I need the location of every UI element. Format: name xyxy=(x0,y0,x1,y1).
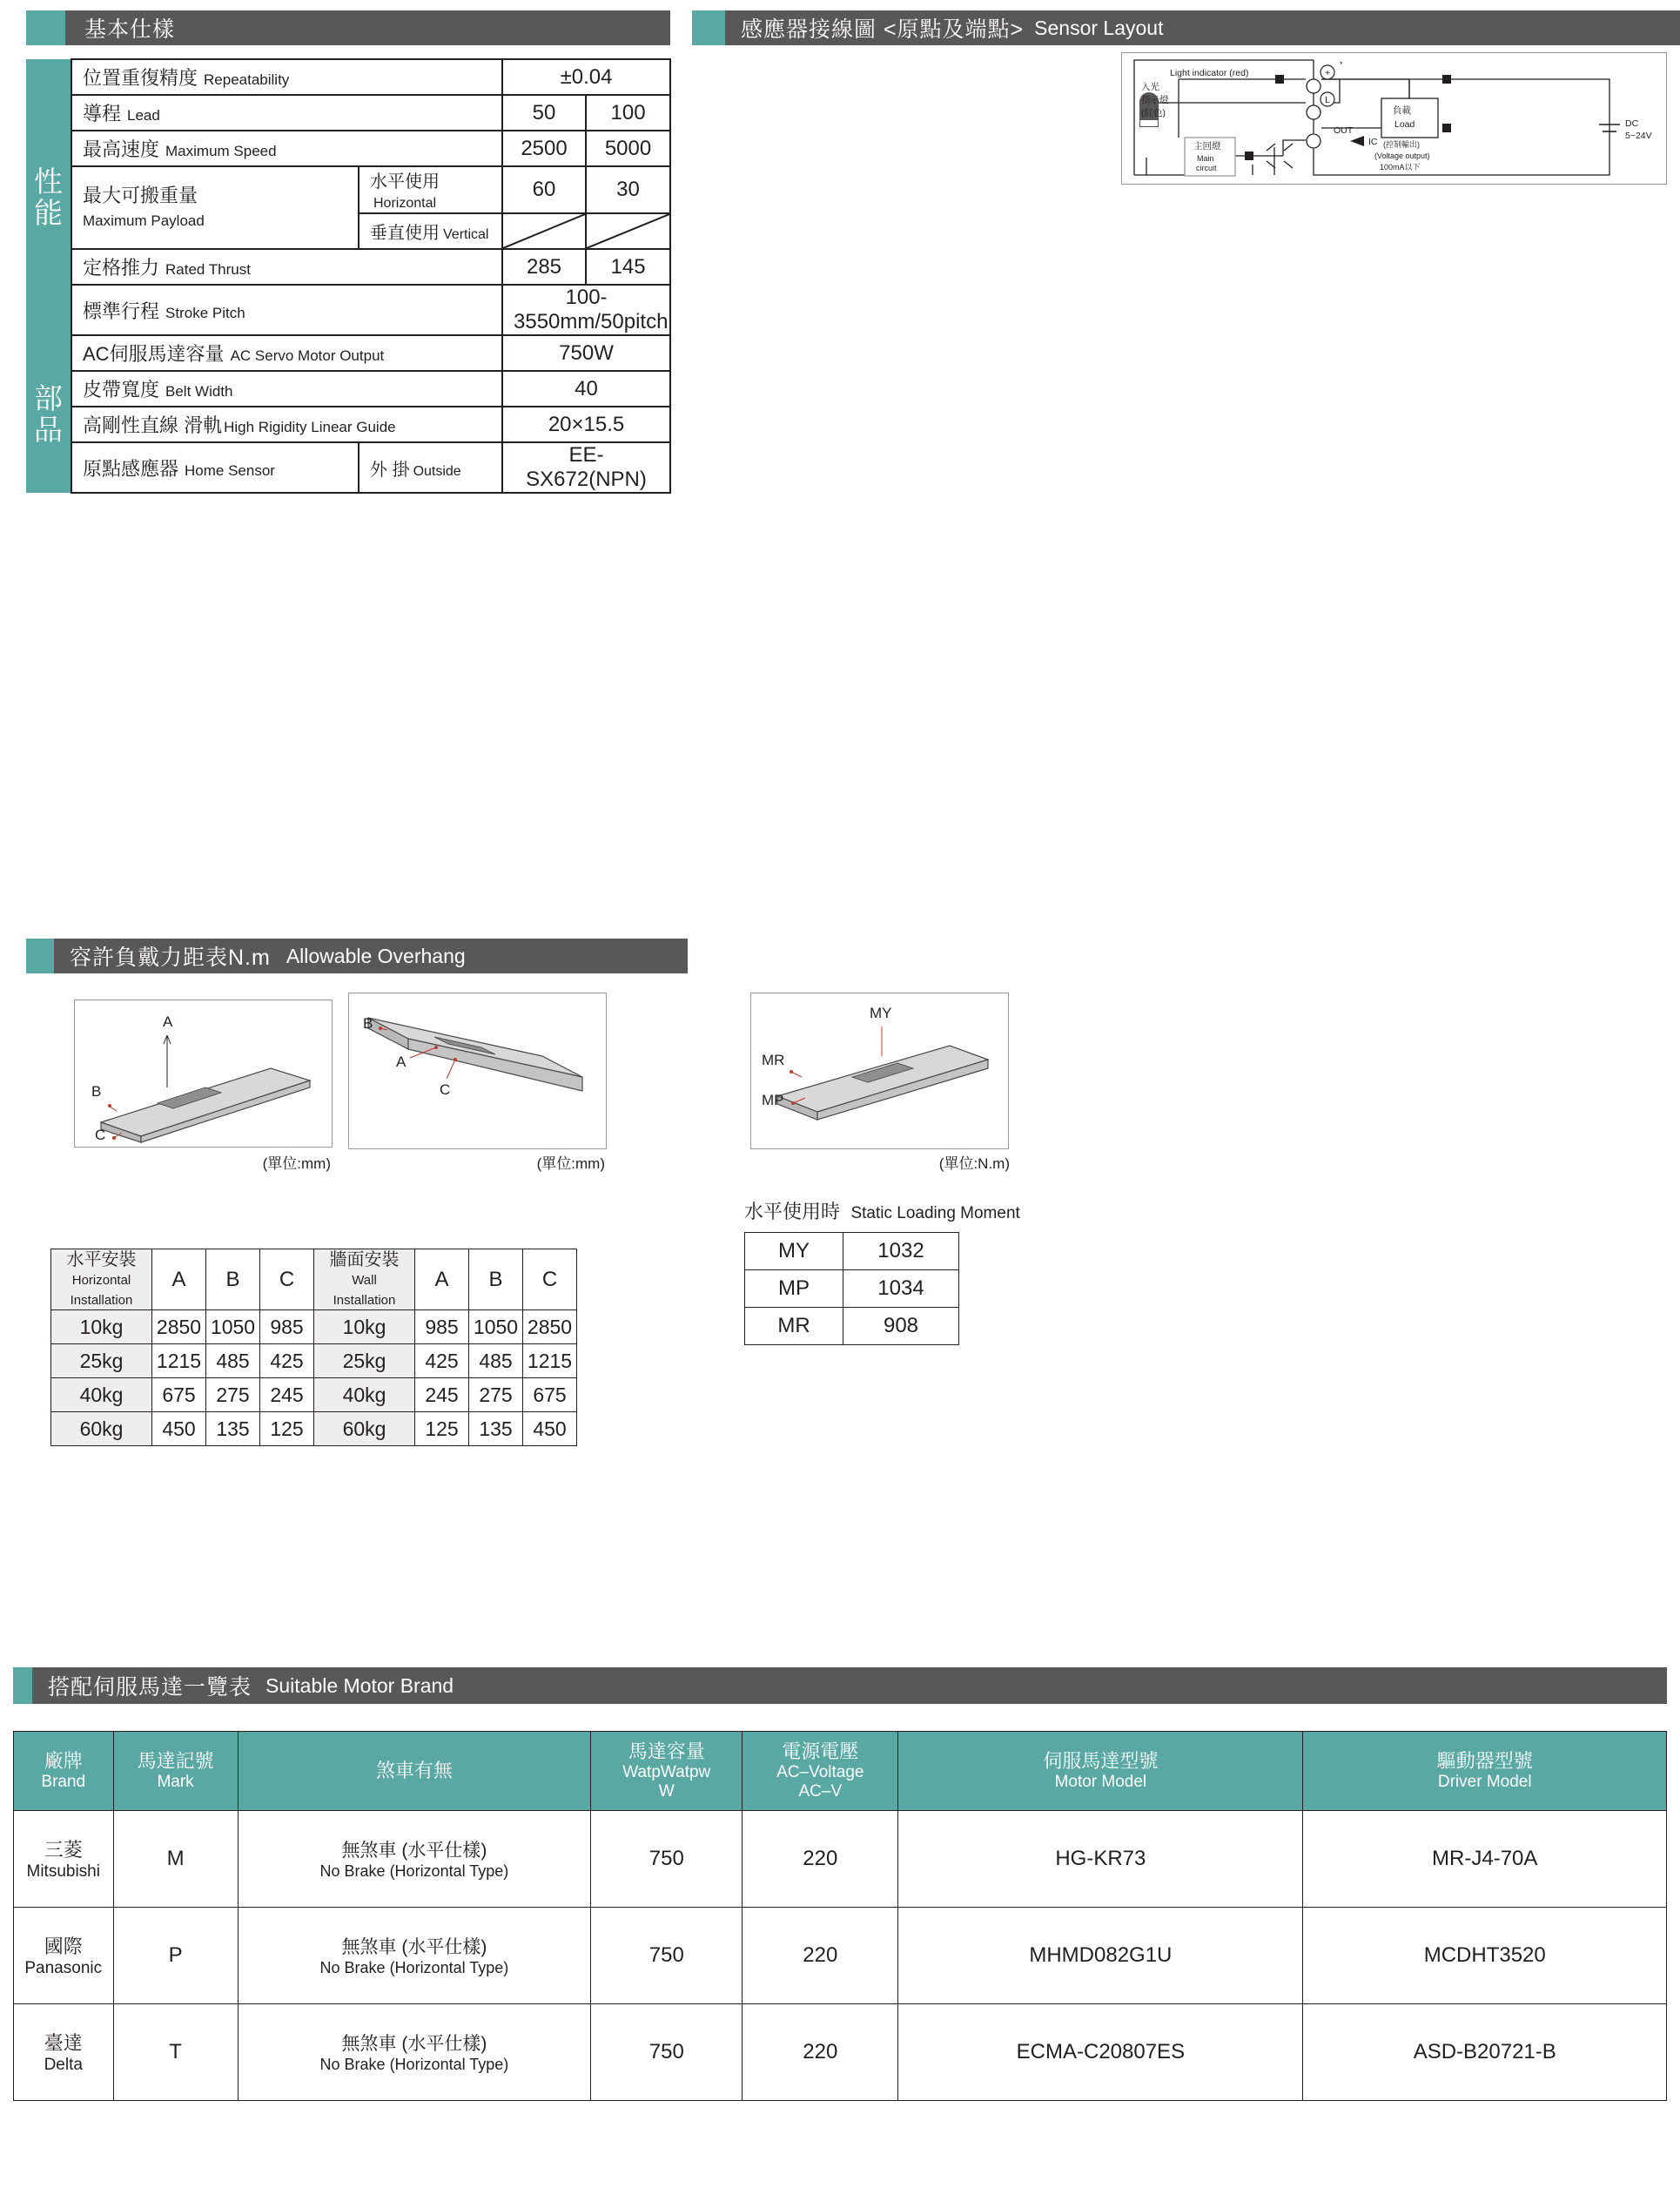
value-maximum-speed-2: 5000 xyxy=(586,131,670,166)
cell-w-60kg-b: 135 xyxy=(469,1412,523,1446)
header-motor-model: 伺服馬達型號 Motor Model xyxy=(898,1732,1303,1811)
cell-brake-delta: 無煞車 (水平仕樣) No Brake (Horizontal Type) xyxy=(238,2003,591,2100)
moment-label-mr: MR xyxy=(762,1052,785,1068)
moment-label-mr: MR xyxy=(745,1308,843,1345)
label-load-zh: 負載 xyxy=(1393,105,1411,116)
label-dc-voltage: 5~24V xyxy=(1625,131,1652,141)
label-in-light-3: (紅色) xyxy=(1141,108,1166,118)
label-main-circuit-en1: Main xyxy=(1197,154,1214,163)
moment-value-my: 1032 xyxy=(843,1233,959,1270)
overhang-figure-3-unit: (單位:N.m) xyxy=(938,1155,1010,1172)
header-mark: 馬達記號 Mark xyxy=(113,1732,238,1811)
cell-motor-model-panasonic: MHMD082G1U xyxy=(898,1907,1303,2003)
cell-h-60kg-b: 135 xyxy=(206,1412,260,1446)
cell-voltage-mitsubishi: 220 xyxy=(743,1810,898,1907)
row-label-repeatability: 位置重復精度 Repeatability xyxy=(71,59,502,95)
value-rated-thrust-1: 285 xyxy=(502,249,586,285)
overhang-figure-wall xyxy=(348,993,607,1149)
motor-brand-table xyxy=(13,1731,1667,2101)
cell-h-40kg-b: 275 xyxy=(206,1378,260,1412)
actuator-illustration-2 xyxy=(349,993,606,1148)
cell-w-10kg-a: 985 xyxy=(415,1310,469,1344)
section-title-motor-brand-en: Suitable Motor Brand xyxy=(265,1673,454,1697)
axis-label-c: C xyxy=(440,1081,451,1098)
cell-h-60kg-a: 450 xyxy=(152,1412,206,1446)
label-control-output-ma: 100mA以下 xyxy=(1380,163,1421,172)
row-label-linear-guide: 高剛性直線 滑軌 High Rigidity Linear Guide xyxy=(71,407,502,442)
cell-w-10kg-c: 2850 xyxy=(523,1310,577,1344)
cell-w-10kg-b: 1050 xyxy=(469,1310,523,1344)
category-parts: 部品 xyxy=(26,335,71,493)
sensor-wiring-diagram xyxy=(1121,52,1667,185)
section-title-overhang-zh: 容許負戴力距表N.m xyxy=(70,946,271,970)
load-label-60kg-h: 60kg xyxy=(51,1412,152,1446)
label-ic: IC xyxy=(1368,137,1378,147)
cell-driver-model-panasonic: MCDHT3520 xyxy=(1303,1907,1667,2003)
overhang-table xyxy=(50,1249,577,1446)
label-asterisk: * xyxy=(1340,60,1343,69)
accent-tab xyxy=(26,939,54,973)
cell-h-10kg-a: 2850 xyxy=(152,1310,206,1344)
cell-h-25kg-c: 425 xyxy=(260,1344,314,1378)
header-col-c-horizontal: C xyxy=(260,1249,314,1310)
table-row xyxy=(745,1270,959,1308)
diagonal-strike-icon xyxy=(587,214,669,248)
section-title-basic-spec: 基本仕樣 xyxy=(84,17,176,42)
section-title-overhang-en: Allowable Overhang xyxy=(286,944,466,967)
value-stroke-pitch: 100-3550mm/50pitch xyxy=(502,285,670,335)
section-header-basic-spec xyxy=(26,10,670,45)
axis-label-b: B xyxy=(363,1015,373,1032)
moment-value-mr: 908 xyxy=(843,1308,959,1345)
cell-driver-model-mitsubishi: MR-J4-70A xyxy=(1303,1810,1667,1907)
axis-label-b: B xyxy=(91,1083,102,1100)
load-label-25kg-w: 25kg xyxy=(314,1344,415,1378)
table-row xyxy=(26,131,670,166)
table-row xyxy=(14,1907,1667,2003)
cell-h-10kg-c: 985 xyxy=(260,1310,314,1344)
header-bar xyxy=(32,1667,1667,1704)
table-row xyxy=(51,1378,577,1412)
overhang-data-tables xyxy=(50,1249,577,1446)
moment-label-my: MY xyxy=(745,1233,843,1270)
cell-watt-delta: 750 xyxy=(591,2003,743,2100)
cell-brand-delta: 臺達 Delta xyxy=(14,2003,114,2100)
header-voltage: 電源電壓 AC–Voltage AC–V xyxy=(743,1732,898,1811)
header-wall-installation: 牆面安裝 Wall Installation xyxy=(314,1249,415,1310)
table-row xyxy=(26,249,670,285)
value-lead-1: 50 xyxy=(502,95,586,131)
table-row xyxy=(26,59,670,95)
value-payload-horizontal-1: 60 xyxy=(502,166,586,213)
row-label-lead: 導程 Lead xyxy=(71,95,502,131)
value-rated-thrust-2: 145 xyxy=(586,249,670,285)
row-label-home-sensor: 原點感應器 Home Sensor xyxy=(71,442,359,493)
table-row xyxy=(51,1310,577,1344)
header-bar xyxy=(54,939,688,973)
table-row xyxy=(745,1233,959,1270)
cell-voltage-delta: 220 xyxy=(743,2003,898,2100)
ic-arrow-icon xyxy=(1350,136,1364,146)
cell-h-60kg-c: 125 xyxy=(260,1412,314,1446)
polarity-symbol-icons xyxy=(1320,65,1334,106)
header-bar xyxy=(725,10,1680,45)
static-loading-moment-table xyxy=(744,1232,959,1345)
diagonal-strike-icon xyxy=(503,214,585,248)
cell-w-40kg-c: 675 xyxy=(523,1378,577,1412)
svg-text:+: + xyxy=(1325,69,1330,78)
basic-spec-table-wrap xyxy=(26,58,670,494)
table-row xyxy=(26,166,670,213)
cell-h-25kg-a: 1215 xyxy=(152,1344,206,1378)
cell-h-40kg-a: 675 xyxy=(152,1378,206,1412)
cell-watt-panasonic: 750 xyxy=(591,1907,743,2003)
value-payload-vertical-1 xyxy=(502,213,586,249)
label-in-light-1: 入光 xyxy=(1141,82,1159,92)
label-load-en: Load xyxy=(1394,119,1415,130)
accent-tab xyxy=(26,10,65,45)
row-label-rated-thrust: 定格推力 Rated Thrust xyxy=(71,249,502,285)
header-col-c-wall: C xyxy=(523,1249,577,1310)
row-label-maximum-payload: 最大可搬重量 Maximum Payload xyxy=(71,166,359,249)
header-brand: 廠牌 Brand xyxy=(14,1732,114,1811)
label-dc: DC xyxy=(1625,118,1639,129)
table-row xyxy=(26,95,670,131)
cell-w-40kg-a: 245 xyxy=(415,1378,469,1412)
header-brake: 煞車有無 xyxy=(238,1732,591,1811)
cell-brand-panasonic: 國際 Panasonic xyxy=(14,1907,114,2003)
value-home-sensor: EE-SX672(NPN) xyxy=(502,442,670,493)
cell-w-25kg-b: 485 xyxy=(469,1344,523,1378)
static-loading-moment-table-wrap xyxy=(744,1232,959,1345)
cell-w-25kg-c: 1215 xyxy=(523,1344,577,1378)
header-horizontal-installation: 水平安裝 Horizontal Installation xyxy=(51,1249,152,1310)
cell-motor-model-mitsubishi: HG-KR73 xyxy=(898,1810,1303,1907)
load-label-40kg-h: 40kg xyxy=(51,1378,152,1412)
value-repeatability: ±0.04 xyxy=(502,59,670,95)
svg-text:L: L xyxy=(1325,96,1330,105)
moment-label-my: MY xyxy=(870,1005,892,1021)
section-title-sensor-layout-zh: 感應器接線圖 <原點及端點> xyxy=(741,17,1025,42)
axis-label-a: A xyxy=(396,1054,407,1070)
header-motor-capacity: 馬達容量 WatpWatpw W xyxy=(591,1732,743,1811)
cell-brake-panasonic: 無煞車 (水平仕樣) No Brake (Horizontal Type) xyxy=(238,1907,591,2003)
header-col-a-horizontal: A xyxy=(152,1249,206,1310)
table-row xyxy=(26,285,670,335)
motor-brand-table-wrap xyxy=(13,1731,1667,2101)
row-sublabel-horizontal: 水平使用Horizontal xyxy=(359,166,502,213)
axis-label-c: C xyxy=(95,1127,106,1143)
cell-w-40kg-b: 275 xyxy=(469,1378,523,1412)
label-control-output-zh: (控制輸出) xyxy=(1383,140,1420,149)
section-header-sensor-layout xyxy=(692,10,1680,45)
table-row xyxy=(26,371,670,407)
actuator-illustration-3 xyxy=(751,993,1008,1148)
value-belt-width: 40 xyxy=(502,371,670,407)
load-label-40kg-w: 40kg xyxy=(314,1378,415,1412)
label-main-circuit-en2: circuit xyxy=(1196,164,1217,172)
label-light-indicator: Light indicator (red) xyxy=(1170,68,1249,78)
header-col-b-wall: B xyxy=(469,1249,523,1310)
row-label-ac-servo-motor-output: AC伺服馬達容量 AC Servo Motor Output xyxy=(71,335,502,371)
axis-label-a: A xyxy=(163,1013,173,1030)
cell-w-60kg-a: 125 xyxy=(415,1412,469,1446)
section-header-motor-brand xyxy=(13,1667,1667,1704)
terminal-circles xyxy=(1307,79,1320,148)
value-payload-horizontal-2: 30 xyxy=(586,166,670,213)
cell-voltage-panasonic: 220 xyxy=(743,1907,898,2003)
category-performance: 性能 xyxy=(26,59,71,335)
moment-label-mp: MP xyxy=(762,1092,784,1108)
actuator-illustration-1 xyxy=(75,1000,332,1147)
table-header-row xyxy=(51,1249,577,1310)
basic-spec-table xyxy=(26,58,671,494)
cell-mark-delta: T xyxy=(113,2003,238,2100)
static-moment-title-en: Static Loading Moment xyxy=(850,1204,1020,1222)
table-row xyxy=(14,2003,1667,2100)
row-label-belt-width: 皮帶寬度 Belt Width xyxy=(71,371,502,407)
moment-label-mp: MP xyxy=(745,1270,843,1308)
overhang-figure-horizontal xyxy=(74,1000,333,1148)
moment-value-mp: 1034 xyxy=(843,1270,959,1308)
label-in-light-2: 指示燈 xyxy=(1141,95,1169,105)
table-row xyxy=(14,1810,1667,1907)
value-lead-2: 100 xyxy=(586,95,670,131)
header-bar xyxy=(65,10,670,45)
row-sublabel-outside: 外 掛 Outside xyxy=(359,442,502,493)
table-row xyxy=(26,407,670,442)
overhang-figure-1-unit: (單位:mm) xyxy=(262,1155,331,1172)
row-label-maximum-speed: 最高速度 Maximum Speed xyxy=(71,131,502,166)
cell-brand-mitsubishi: 三菱 Mitsubishi xyxy=(14,1810,114,1907)
table-row xyxy=(26,442,670,493)
value-linear-guide: 20×15.5 xyxy=(502,407,670,442)
label-main-circuit-zh: 主回燈 xyxy=(1193,141,1221,151)
load-label-10kg-w: 10kg xyxy=(314,1310,415,1344)
header-col-a-wall: A xyxy=(415,1249,469,1310)
cell-w-60kg-c: 450 xyxy=(523,1412,577,1446)
cell-h-40kg-c: 245 xyxy=(260,1378,314,1412)
load-label-25kg-h: 25kg xyxy=(51,1344,152,1378)
cell-w-25kg-a: 425 xyxy=(415,1344,469,1378)
overhang-figure-2-unit: (單位:mm) xyxy=(536,1155,605,1172)
accent-tab xyxy=(692,10,725,45)
row-label-stroke-pitch: 標準行程 Stroke Pitch xyxy=(71,285,502,335)
header-col-b-horizontal: B xyxy=(206,1249,260,1310)
cell-motor-model-delta: ECMA-C20807ES xyxy=(898,2003,1303,2100)
cell-brake-mitsubishi: 無煞車 (水平仕樣) No Brake (Horizontal Type) xyxy=(238,1810,591,1907)
table-row xyxy=(51,1344,577,1378)
label-control-output-en: (Voltage output) xyxy=(1374,151,1430,160)
table-row xyxy=(26,335,670,371)
value-ac-servo-motor-output: 750W xyxy=(502,335,670,371)
cell-mark-panasonic: P xyxy=(113,1907,238,2003)
cell-mark-mitsubishi: M xyxy=(113,1810,238,1907)
section-title-sensor-layout-en: Sensor Layout xyxy=(1034,16,1164,39)
section-header-overhang xyxy=(26,939,688,973)
overhang-figure-moments xyxy=(750,993,1009,1149)
cell-h-25kg-b: 485 xyxy=(206,1344,260,1378)
load-label-10kg-h: 10kg xyxy=(51,1310,152,1344)
header-driver-model: 驅動器型號 Driver Model xyxy=(1303,1732,1667,1811)
label-out: OUT xyxy=(1334,125,1354,136)
cell-watt-mitsubishi: 750 xyxy=(591,1810,743,1907)
load-label-60kg-w: 60kg xyxy=(314,1412,415,1446)
row-sublabel-vertical: 垂直使用 Vertical xyxy=(359,213,502,249)
static-moment-title-zh: 水平使用時 xyxy=(744,1201,841,1222)
static-loading-moment-title xyxy=(744,1197,1020,1224)
section-title-motor-brand-zh: 搭配伺服馬達一覽表 xyxy=(48,1675,252,1700)
cell-driver-model-delta: ASD-B20721-B xyxy=(1303,2003,1667,2100)
cell-h-10kg-b: 1050 xyxy=(206,1310,260,1344)
value-payload-vertical-2 xyxy=(586,213,670,249)
table-row xyxy=(51,1412,577,1446)
accent-tab xyxy=(13,1667,32,1704)
table-row xyxy=(745,1308,959,1345)
value-maximum-speed-1: 2500 xyxy=(502,131,586,166)
table-header-row xyxy=(14,1732,1667,1811)
